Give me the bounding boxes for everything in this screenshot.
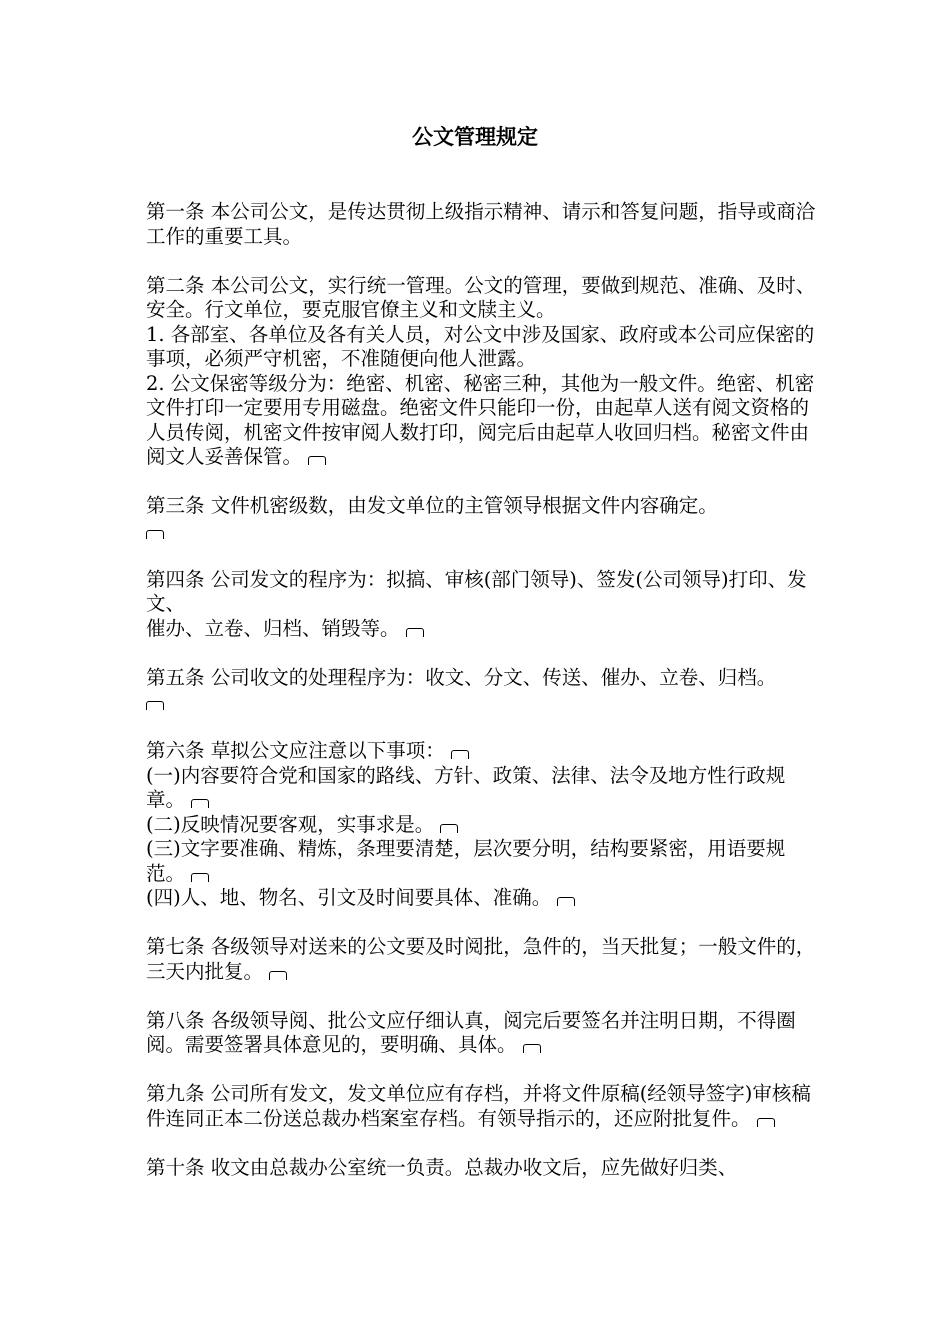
paragraph: 第三条 文件机密级数，由发文单位的主管领导根据文件内容确定。 xyxy=(146,494,718,517)
paragraph-text: 第八条 各级领导阅、批公文应仔细认真，阅完后要签名并注明日期，不得圈阅。需要签署具体意见的，要明确、具体。 xyxy=(146,1008,796,1056)
paragraph-with-mark xyxy=(146,813,816,838)
paragraph: 第五条 公司收文的处理程序为：收文、分文、传送、催办、立卷、归档。 xyxy=(146,665,777,689)
article-9 xyxy=(146,1082,816,1131)
paragraph-text: (一)内容要符合党和国家的路线、方针、政策、法律、法令及地方性行政规章。 xyxy=(146,763,786,811)
paragraph-text: 第九条 公司所有发文，发文单位应有存档，并将文件原稿(经领导签字)审核稿件连同正本二份送总裁办档案室存档。有领导指示的，还应附批复件。 xyxy=(146,1082,811,1130)
paragraph-text: (二)反映情况要客观，实事求是。 xyxy=(146,812,435,836)
mark-line xyxy=(146,519,816,544)
paragraph-mark-icon xyxy=(191,873,209,882)
paragraph-mark-icon xyxy=(146,701,164,710)
paragraph-with-mark xyxy=(146,764,816,813)
article-3 xyxy=(146,494,816,543)
paragraph-mark-icon xyxy=(308,456,326,465)
paragraph: 第二条 本公司公文，实行统一管理。公文的管理，要做到规范、准确、及时、安全。行文单位，要克服官僚主义和文牍主义。 xyxy=(146,273,816,321)
mark-line xyxy=(146,690,816,715)
document-body xyxy=(146,200,816,1205)
article-1 xyxy=(146,200,816,249)
paragraph-text: 2. 公文保密等级分为：绝密、机密、秘密三种，其他为一般文件。绝密、机密文件打印一定要用专用磁盘。绝密文件只能印一份，由起草人送有阅文资格的人员传阅，机密文件按审阅人数打印，阅完后由起草人收回归档。秘密文件由阅文人妥善保管。 xyxy=(146,371,815,468)
paragraph-with-mark xyxy=(146,935,816,984)
paragraph-with-mark xyxy=(146,1009,816,1058)
paragraph-mark-icon xyxy=(757,1118,775,1127)
document-title: 公文管理规定 xyxy=(412,125,538,149)
paragraph-mark-icon xyxy=(406,628,424,637)
paragraph-mark-icon xyxy=(557,897,575,906)
paragraph-mark-icon xyxy=(191,799,209,808)
article-5 xyxy=(146,666,816,715)
paragraph-mark-icon xyxy=(146,530,164,539)
paragraph-with-mark xyxy=(146,739,816,764)
paragraph-mark-icon xyxy=(451,750,469,759)
paragraph-with-mark xyxy=(146,1082,816,1131)
paragraph: 第一条 本公司公文，是传达贯彻上级指示精神、请示和答复问题，指导或商洽工作的重要工具。 xyxy=(146,200,816,248)
paragraph-text: (三)文字要准确、精炼，条理要清楚，层次要分明，结构要紧密，用语要规范。 xyxy=(146,837,786,885)
paragraph-text: (四)人、地、物名、引文及时间要具体、准确。 xyxy=(146,886,552,909)
paragraph: 第十条 收文由总裁办公室统一负责。总裁办收文后，应先做好归类、 xyxy=(146,1155,738,1179)
paragraph-text: 第六条 草拟公文应注意以下事项： xyxy=(146,739,445,762)
article-7 xyxy=(146,935,816,984)
paragraph-text: 第七条 各级领导对送来的公文要及时阅批，急件的，当天批复；一般文件的，三天内批复。 xyxy=(146,935,816,983)
paragraph-with-mark xyxy=(146,886,816,911)
paragraph: 1. 各部室、各单位及各有关人员，对公文中涉及国家、政府或本公司应保密的事项，必须严守机密，不准随便向他人泄露。 xyxy=(146,322,815,370)
article-10 xyxy=(146,1156,816,1181)
article-6 xyxy=(146,739,816,911)
paragraph-mark-icon xyxy=(523,1044,541,1053)
paragraph-with-mark xyxy=(146,837,816,886)
article-8 xyxy=(146,1009,816,1058)
paragraph-with-mark xyxy=(146,372,816,470)
paragraph: 第四条 公司发文的程序为：拟搞、审核(部门领导)、签发(公司领导)打印、发文、 xyxy=(146,567,807,615)
paragraph-with-mark xyxy=(146,617,816,642)
paragraph-mark-icon xyxy=(269,971,287,980)
article-4 xyxy=(146,568,816,642)
paragraph-mark-icon xyxy=(440,824,458,833)
article-2 xyxy=(146,274,816,470)
paragraph-text: 催办、立卷、归档、销毁等。 xyxy=(146,616,400,640)
